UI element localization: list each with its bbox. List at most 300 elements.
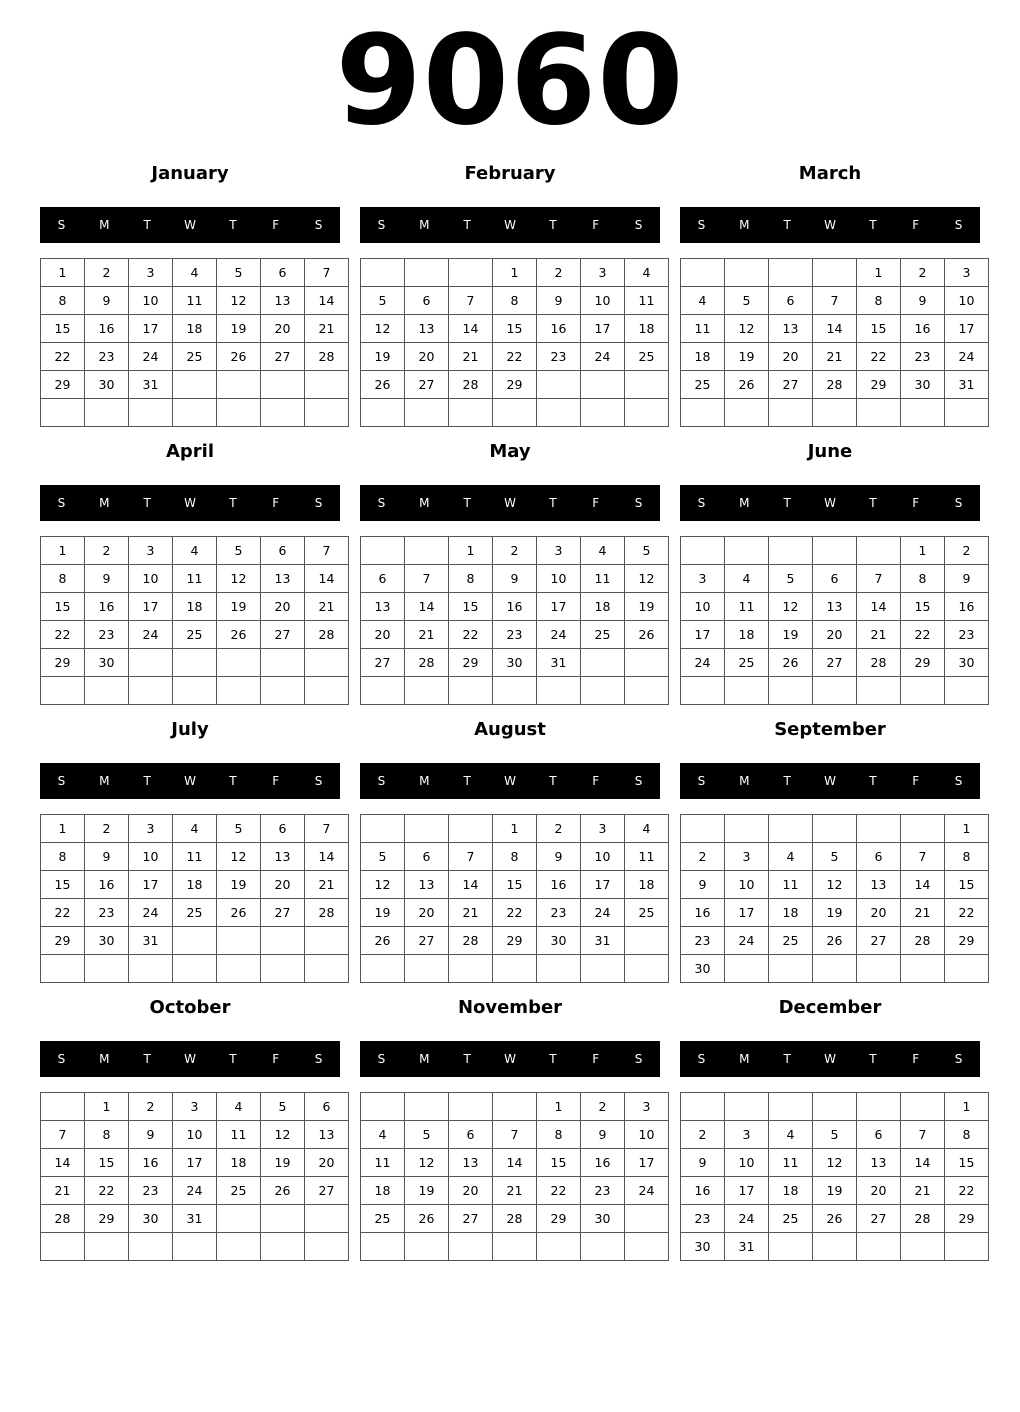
empty-day-cell bbox=[85, 1233, 129, 1261]
day-cell: 18 bbox=[625, 315, 669, 343]
day-cell: 3 bbox=[945, 259, 989, 287]
weekday-label: W bbox=[184, 1052, 196, 1066]
empty-day-cell bbox=[813, 815, 857, 843]
day-cell: 10 bbox=[581, 287, 625, 315]
day-cell: 28 bbox=[305, 343, 349, 371]
weekday-label: W bbox=[184, 774, 196, 788]
weekday-label: F bbox=[912, 496, 920, 510]
day-cell: 20 bbox=[261, 871, 305, 899]
empty-day-cell bbox=[405, 815, 449, 843]
day-cell: 27 bbox=[261, 899, 305, 927]
day-cell: 12 bbox=[725, 315, 769, 343]
day-cell: 10 bbox=[129, 565, 173, 593]
day-cell: 27 bbox=[261, 621, 305, 649]
empty-day-cell bbox=[725, 259, 769, 287]
weekday-label: T bbox=[549, 218, 557, 232]
day-grid bbox=[360, 258, 669, 427]
day-cell: 29 bbox=[41, 649, 85, 677]
day-cell: 12 bbox=[625, 565, 669, 593]
empty-day-cell bbox=[725, 1093, 769, 1121]
week-row bbox=[361, 621, 669, 649]
day-cell: 14 bbox=[41, 1149, 85, 1177]
weekday-label: F bbox=[272, 218, 280, 232]
day-cell: 10 bbox=[625, 1121, 669, 1149]
day-cell: 4 bbox=[769, 1121, 813, 1149]
day-cell: 25 bbox=[173, 899, 217, 927]
day-cell: 19 bbox=[217, 871, 261, 899]
day-cell: 5 bbox=[361, 843, 405, 871]
week-row bbox=[41, 315, 349, 343]
day-cell: 21 bbox=[305, 593, 349, 621]
day-cell: 15 bbox=[41, 871, 85, 899]
day-cell: 27 bbox=[813, 649, 857, 677]
week-row bbox=[41, 843, 349, 871]
empty-day-cell bbox=[305, 371, 349, 399]
weekday-label: T bbox=[229, 496, 237, 510]
day-cell: 13 bbox=[769, 315, 813, 343]
day-cell: 23 bbox=[85, 899, 129, 927]
day-cell: 24 bbox=[129, 899, 173, 927]
week-row bbox=[41, 287, 349, 315]
day-cell: 9 bbox=[581, 1121, 625, 1149]
day-cell: 28 bbox=[449, 927, 493, 955]
day-cell: 24 bbox=[625, 1177, 669, 1205]
weekday-label: T bbox=[229, 1052, 237, 1066]
day-cell: 23 bbox=[581, 1177, 625, 1205]
week-row bbox=[41, 1177, 349, 1205]
day-cell: 19 bbox=[813, 899, 857, 927]
day-cell: 26 bbox=[813, 927, 857, 955]
weekday-header bbox=[40, 207, 340, 243]
day-cell: 17 bbox=[129, 871, 173, 899]
day-cell: 26 bbox=[769, 649, 813, 677]
week-row bbox=[361, 955, 669, 983]
empty-day-cell bbox=[173, 399, 217, 427]
week-row bbox=[681, 399, 989, 427]
month-title: July bbox=[171, 719, 209, 740]
day-cell: 17 bbox=[581, 871, 625, 899]
day-cell: 19 bbox=[361, 899, 405, 927]
day-cell: 30 bbox=[129, 1205, 173, 1233]
day-cell: 4 bbox=[173, 537, 217, 565]
empty-day-cell bbox=[769, 815, 813, 843]
day-cell: 9 bbox=[493, 565, 537, 593]
day-cell: 5 bbox=[217, 537, 261, 565]
empty-day-cell bbox=[769, 537, 813, 565]
week-row bbox=[361, 537, 669, 565]
empty-day-cell bbox=[405, 1093, 449, 1121]
day-cell: 22 bbox=[85, 1177, 129, 1205]
day-cell: 21 bbox=[901, 899, 945, 927]
day-cell: 2 bbox=[945, 537, 989, 565]
day-cell: 13 bbox=[261, 287, 305, 315]
week-row bbox=[681, 1149, 989, 1177]
weekday-label: S bbox=[57, 774, 66, 788]
weekday-label: T bbox=[549, 774, 557, 788]
weekday-label: S bbox=[954, 774, 963, 788]
day-cell: 9 bbox=[85, 565, 129, 593]
day-cell: 19 bbox=[625, 593, 669, 621]
day-cell: 13 bbox=[449, 1149, 493, 1177]
day-cell: 22 bbox=[41, 621, 85, 649]
day-cell: 3 bbox=[537, 537, 581, 565]
day-cell: 8 bbox=[537, 1121, 581, 1149]
weekday-label: M bbox=[99, 774, 110, 788]
day-cell: 1 bbox=[945, 815, 989, 843]
weekday-label: W bbox=[824, 496, 836, 510]
week-row bbox=[361, 565, 669, 593]
empty-day-cell bbox=[85, 955, 129, 983]
weekday-label: T bbox=[869, 774, 877, 788]
day-cell: 26 bbox=[261, 1177, 305, 1205]
day-cell: 18 bbox=[361, 1177, 405, 1205]
day-cell: 13 bbox=[261, 565, 305, 593]
week-row bbox=[361, 315, 669, 343]
day-cell: 18 bbox=[769, 899, 813, 927]
day-cell: 4 bbox=[361, 1121, 405, 1149]
day-grid bbox=[360, 814, 669, 983]
weekday-label: T bbox=[143, 496, 151, 510]
day-cell: 29 bbox=[945, 927, 989, 955]
day-cell: 2 bbox=[537, 815, 581, 843]
weekday-label: T bbox=[463, 496, 471, 510]
day-cell: 21 bbox=[493, 1177, 537, 1205]
day-grid bbox=[40, 1092, 349, 1261]
empty-day-cell bbox=[217, 1205, 261, 1233]
day-cell: 13 bbox=[361, 593, 405, 621]
empty-day-cell bbox=[901, 1233, 945, 1261]
day-cell: 20 bbox=[449, 1177, 493, 1205]
empty-day-cell bbox=[681, 1093, 725, 1121]
day-cell: 16 bbox=[493, 593, 537, 621]
weekday-label: S bbox=[634, 496, 643, 510]
empty-day-cell bbox=[725, 677, 769, 705]
day-cell: 27 bbox=[261, 343, 305, 371]
day-cell: 8 bbox=[41, 565, 85, 593]
day-cell: 21 bbox=[41, 1177, 85, 1205]
day-cell: 14 bbox=[813, 315, 857, 343]
day-cell: 26 bbox=[725, 371, 769, 399]
day-cell: 17 bbox=[625, 1149, 669, 1177]
day-cell: 18 bbox=[725, 621, 769, 649]
weekday-label: F bbox=[272, 1052, 280, 1066]
day-cell: 8 bbox=[493, 843, 537, 871]
empty-day-cell bbox=[625, 955, 669, 983]
empty-day-cell bbox=[493, 1233, 537, 1261]
day-cell: 30 bbox=[681, 955, 725, 983]
day-cell: 18 bbox=[173, 593, 217, 621]
day-cell: 15 bbox=[85, 1149, 129, 1177]
day-cell: 5 bbox=[625, 537, 669, 565]
weekday-label: W bbox=[184, 496, 196, 510]
day-cell: 6 bbox=[405, 287, 449, 315]
empty-day-cell bbox=[537, 955, 581, 983]
day-cell: 10 bbox=[945, 287, 989, 315]
weekday-label: F bbox=[592, 1052, 600, 1066]
day-cell: 29 bbox=[449, 649, 493, 677]
day-cell: 27 bbox=[857, 927, 901, 955]
empty-day-cell bbox=[449, 815, 493, 843]
day-cell: 26 bbox=[217, 899, 261, 927]
empty-day-cell bbox=[85, 677, 129, 705]
weekday-header bbox=[680, 763, 980, 799]
day-cell: 1 bbox=[85, 1093, 129, 1121]
day-cell: 30 bbox=[681, 1233, 725, 1261]
day-cell: 11 bbox=[173, 287, 217, 315]
day-cell: 10 bbox=[129, 843, 173, 871]
day-cell: 15 bbox=[493, 315, 537, 343]
day-cell: 25 bbox=[217, 1177, 261, 1205]
week-row bbox=[681, 871, 989, 899]
day-cell: 28 bbox=[901, 927, 945, 955]
day-cell: 29 bbox=[85, 1205, 129, 1233]
day-cell: 23 bbox=[681, 927, 725, 955]
day-cell: 16 bbox=[85, 871, 129, 899]
day-cell: 30 bbox=[901, 371, 945, 399]
empty-day-cell bbox=[129, 1233, 173, 1261]
day-cell: 26 bbox=[361, 927, 405, 955]
week-row bbox=[41, 259, 349, 287]
empty-day-cell bbox=[537, 1233, 581, 1261]
month-title: March bbox=[798, 163, 862, 184]
empty-day-cell bbox=[681, 537, 725, 565]
day-cell: 25 bbox=[625, 343, 669, 371]
week-row bbox=[41, 677, 349, 705]
day-cell: 9 bbox=[129, 1121, 173, 1149]
empty-day-cell bbox=[41, 677, 85, 705]
day-cell: 13 bbox=[305, 1121, 349, 1149]
day-grid bbox=[40, 814, 349, 983]
day-cell: 17 bbox=[173, 1149, 217, 1177]
weekday-label: T bbox=[869, 218, 877, 232]
day-cell: 20 bbox=[261, 593, 305, 621]
day-cell: 23 bbox=[85, 343, 129, 371]
empty-day-cell bbox=[361, 399, 405, 427]
day-cell: 31 bbox=[129, 371, 173, 399]
day-cell: 7 bbox=[493, 1121, 537, 1149]
day-cell: 8 bbox=[449, 565, 493, 593]
day-cell: 9 bbox=[901, 287, 945, 315]
day-cell: 29 bbox=[493, 371, 537, 399]
empty-day-cell bbox=[261, 1205, 305, 1233]
empty-day-cell bbox=[625, 399, 669, 427]
empty-day-cell bbox=[857, 955, 901, 983]
empty-day-cell bbox=[261, 371, 305, 399]
day-cell: 1 bbox=[41, 537, 85, 565]
day-cell: 10 bbox=[725, 871, 769, 899]
weekday-label: S bbox=[377, 1052, 386, 1066]
empty-day-cell bbox=[537, 371, 581, 399]
day-cell: 9 bbox=[537, 287, 581, 315]
day-cell: 30 bbox=[85, 371, 129, 399]
weekday-label: M bbox=[419, 1052, 430, 1066]
day-cell: 1 bbox=[449, 537, 493, 565]
empty-day-cell bbox=[625, 649, 669, 677]
day-cell: 3 bbox=[681, 565, 725, 593]
day-cell: 27 bbox=[305, 1177, 349, 1205]
weekday-label: M bbox=[99, 1052, 110, 1066]
day-cell: 27 bbox=[405, 927, 449, 955]
empty-day-cell bbox=[217, 649, 261, 677]
empty-day-cell bbox=[305, 649, 349, 677]
day-cell: 14 bbox=[493, 1149, 537, 1177]
day-grid bbox=[680, 536, 989, 705]
weekday-label: S bbox=[634, 1052, 643, 1066]
day-cell: 11 bbox=[361, 1149, 405, 1177]
day-cell: 14 bbox=[449, 315, 493, 343]
day-cell: 13 bbox=[857, 871, 901, 899]
empty-day-cell bbox=[813, 955, 857, 983]
weekday-label: T bbox=[783, 218, 791, 232]
day-cell: 24 bbox=[173, 1177, 217, 1205]
day-cell: 26 bbox=[361, 371, 405, 399]
day-cell: 5 bbox=[361, 287, 405, 315]
day-cell: 17 bbox=[725, 1177, 769, 1205]
day-cell: 22 bbox=[449, 621, 493, 649]
weekday-label: T bbox=[549, 1052, 557, 1066]
week-row bbox=[361, 843, 669, 871]
day-cell: 12 bbox=[217, 565, 261, 593]
week-row bbox=[681, 1205, 989, 1233]
day-cell: 20 bbox=[405, 899, 449, 927]
weekday-label: T bbox=[463, 1052, 471, 1066]
empty-day-cell bbox=[725, 815, 769, 843]
week-row bbox=[681, 927, 989, 955]
week-row bbox=[41, 899, 349, 927]
empty-day-cell bbox=[173, 677, 217, 705]
weekday-label: F bbox=[592, 774, 600, 788]
day-cell: 9 bbox=[681, 1149, 725, 1177]
day-cell: 29 bbox=[41, 371, 85, 399]
week-row bbox=[41, 1233, 349, 1261]
day-cell: 19 bbox=[813, 1177, 857, 1205]
day-cell: 30 bbox=[537, 927, 581, 955]
empty-day-cell bbox=[129, 955, 173, 983]
day-cell: 25 bbox=[681, 371, 725, 399]
day-cell: 26 bbox=[625, 621, 669, 649]
weekday-label: S bbox=[314, 496, 323, 510]
weekday-label: S bbox=[954, 1052, 963, 1066]
day-cell: 11 bbox=[625, 287, 669, 315]
empty-day-cell bbox=[901, 677, 945, 705]
month-title: October bbox=[149, 997, 231, 1018]
day-cell: 8 bbox=[901, 565, 945, 593]
day-cell: 10 bbox=[537, 565, 581, 593]
day-cell: 11 bbox=[681, 315, 725, 343]
week-row bbox=[681, 343, 989, 371]
day-cell: 15 bbox=[537, 1149, 581, 1177]
day-cell: 22 bbox=[537, 1177, 581, 1205]
week-row bbox=[41, 1149, 349, 1177]
week-row bbox=[41, 371, 349, 399]
empty-day-cell bbox=[361, 1093, 405, 1121]
day-cell: 26 bbox=[217, 343, 261, 371]
empty-day-cell bbox=[813, 259, 857, 287]
day-cell: 12 bbox=[813, 871, 857, 899]
day-cell: 30 bbox=[85, 649, 129, 677]
empty-day-cell bbox=[857, 815, 901, 843]
weekday-label: S bbox=[634, 774, 643, 788]
empty-day-cell bbox=[725, 537, 769, 565]
weekday-label: T bbox=[783, 774, 791, 788]
empty-day-cell bbox=[581, 955, 625, 983]
empty-day-cell bbox=[305, 1233, 349, 1261]
month-title: June bbox=[807, 441, 853, 462]
empty-day-cell bbox=[581, 371, 625, 399]
empty-day-cell bbox=[945, 399, 989, 427]
day-cell: 16 bbox=[537, 871, 581, 899]
day-cell: 19 bbox=[405, 1177, 449, 1205]
day-cell: 4 bbox=[625, 815, 669, 843]
empty-day-cell bbox=[449, 1233, 493, 1261]
day-cell: 23 bbox=[537, 899, 581, 927]
empty-day-cell bbox=[449, 259, 493, 287]
day-cell: 18 bbox=[217, 1149, 261, 1177]
day-grid bbox=[680, 1092, 989, 1261]
empty-day-cell bbox=[945, 677, 989, 705]
day-cell: 29 bbox=[857, 371, 901, 399]
weekday-label: S bbox=[954, 496, 963, 510]
weekday-label: S bbox=[697, 1052, 706, 1066]
empty-day-cell bbox=[625, 927, 669, 955]
week-row bbox=[681, 899, 989, 927]
weekday-label: T bbox=[783, 496, 791, 510]
weekday-label: F bbox=[912, 1052, 920, 1066]
week-row bbox=[41, 593, 349, 621]
day-cell: 7 bbox=[449, 843, 493, 871]
day-cell: 6 bbox=[769, 287, 813, 315]
day-cell: 8 bbox=[41, 843, 85, 871]
day-cell: 17 bbox=[945, 315, 989, 343]
week-row bbox=[41, 343, 349, 371]
day-cell: 1 bbox=[901, 537, 945, 565]
empty-day-cell bbox=[305, 927, 349, 955]
empty-day-cell bbox=[581, 399, 625, 427]
day-cell: 22 bbox=[857, 343, 901, 371]
weekday-label: F bbox=[912, 218, 920, 232]
day-cell: 13 bbox=[857, 1149, 901, 1177]
week-row bbox=[41, 815, 349, 843]
day-cell: 20 bbox=[813, 621, 857, 649]
day-cell: 26 bbox=[813, 1205, 857, 1233]
week-row bbox=[681, 815, 989, 843]
day-cell: 11 bbox=[625, 843, 669, 871]
day-cell: 25 bbox=[769, 1205, 813, 1233]
day-cell: 2 bbox=[581, 1093, 625, 1121]
day-cell: 29 bbox=[901, 649, 945, 677]
empty-day-cell bbox=[405, 955, 449, 983]
week-row bbox=[361, 1121, 669, 1149]
week-row bbox=[41, 871, 349, 899]
day-cell: 1 bbox=[493, 815, 537, 843]
empty-day-cell bbox=[493, 677, 537, 705]
empty-day-cell bbox=[901, 399, 945, 427]
day-cell: 21 bbox=[449, 343, 493, 371]
empty-day-cell bbox=[813, 677, 857, 705]
day-cell: 23 bbox=[945, 621, 989, 649]
empty-day-cell bbox=[945, 1233, 989, 1261]
weekday-label: T bbox=[229, 774, 237, 788]
day-cell: 15 bbox=[857, 315, 901, 343]
day-cell: 3 bbox=[581, 259, 625, 287]
day-cell: 2 bbox=[681, 1121, 725, 1149]
day-cell: 3 bbox=[725, 843, 769, 871]
week-row bbox=[681, 259, 989, 287]
day-cell: 21 bbox=[813, 343, 857, 371]
day-cell: 12 bbox=[361, 871, 405, 899]
weekday-label: M bbox=[99, 218, 110, 232]
weekday-label: M bbox=[739, 1052, 750, 1066]
